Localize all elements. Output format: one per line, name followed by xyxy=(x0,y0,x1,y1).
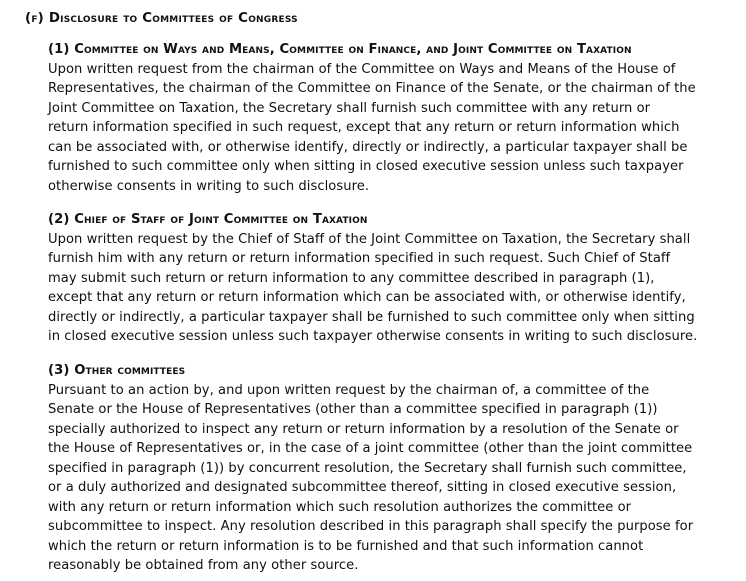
body-line: furnished to such committee only when sitting in closed executive session unless such taxpayer xyxy=(48,159,684,174)
body-line: Upon written request by the Chief of Staff of the Joint Committee on Taxation, the Secretary shall xyxy=(48,231,691,247)
body-line: with any return or return information which such resolution authorizes the committee or xyxy=(48,499,632,515)
body-line: Representatives, the chairman of the Committee on Finance of the Senate, or the chairman of the xyxy=(48,81,696,96)
paragraph-2 xyxy=(48,210,738,347)
body-line: subcommittee to inspect. Any resolution described in this paragraph shall specify the purpose for xyxy=(48,519,694,534)
body-line: can be associated with, or otherwise identify, directly or indirectly, a particular taxpayer shall be xyxy=(48,139,688,155)
body-line: which the return or return information is to be furnished and that such information cannot xyxy=(48,538,644,554)
body-line: furnish him with any return or return information specified in such request. Such Chief of Staff xyxy=(48,251,671,266)
body-line: Senate or the House of Representatives (other than a committee specified in paragraph (1)) xyxy=(48,402,658,417)
paragraph-2-body xyxy=(48,230,738,347)
paragraph-1-title: (1) Committee on Ways and Means, Committee on Finance, and Joint Committee on Taxation xyxy=(48,42,632,57)
section-heading: (f) Disclosure to Committees of Congress xyxy=(25,11,298,26)
body-line: directly or indirectly, a particular taxpayer shall be furnished to such committee only when sitting xyxy=(48,309,695,325)
paragraph-1 xyxy=(48,40,738,196)
body-line: the House of Representatives or, in the case of a joint committee (other than the joint committee xyxy=(48,441,693,456)
body-line: return information specified in such request, except that any return or return information which xyxy=(48,120,680,135)
paragraph-3 xyxy=(48,361,738,576)
body-line: in closed executive session unless such taxpayer otherwise consents in writing to such disclosure. xyxy=(48,329,698,344)
paragraph-3-body xyxy=(48,381,738,576)
body-line: Upon written request from the chairman of the Committee on Ways and Means of the House of xyxy=(48,61,676,77)
paragraph-1-body xyxy=(48,60,738,197)
body-line: or a duly authorized and designated subcommittee thereof, sitting in closed executive session, xyxy=(48,480,677,495)
paragraph-2-title: (2) Chief of Staff of Joint Committee on Taxation xyxy=(48,212,368,227)
body-line: otherwise consents in writing to such disclosure. xyxy=(48,178,370,194)
paragraph-3-title: (3) Other committees xyxy=(48,363,186,378)
body-line: Pursuant to an action by, and upon written request by the chairman of, a committee of the xyxy=(48,382,650,398)
body-line: Joint Committee on Taxation, the Secretary shall furnish such committee with any return or xyxy=(48,100,651,116)
body-line: specified in paragraph (1)) by concurrent resolution, the Secretary shall furnish such committee, xyxy=(48,460,687,476)
body-line: reasonably be obtained from any other source. xyxy=(48,558,359,573)
body-line: except that any return or return information which can be associated with, or otherwise identify, xyxy=(48,290,686,305)
body-line: may submit such return or return information to any committee described in paragraph (1), xyxy=(48,270,655,286)
body-line: specially authorized to inspect any return or return information by a resolution of the Senate or xyxy=(48,421,679,437)
